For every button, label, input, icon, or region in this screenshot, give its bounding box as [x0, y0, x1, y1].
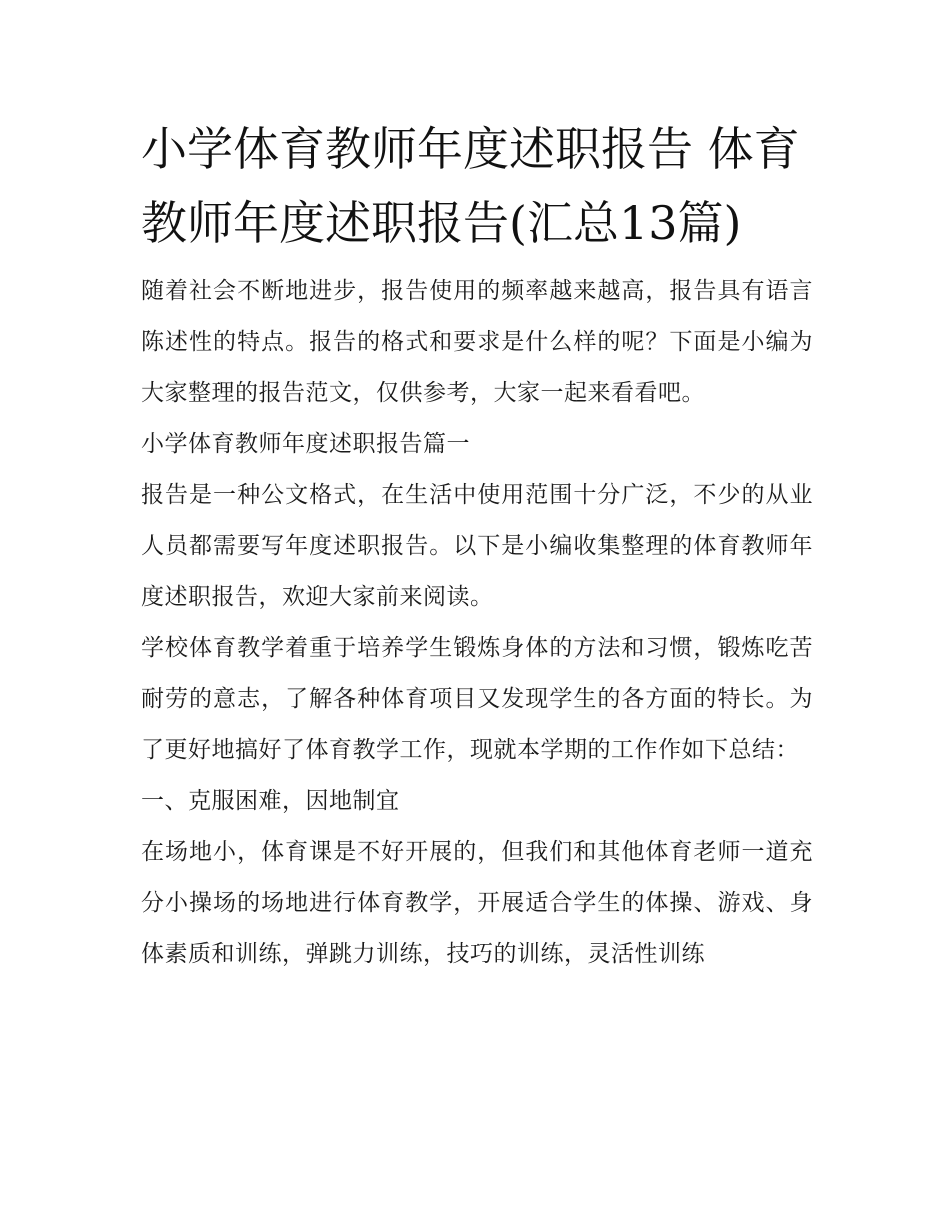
- body-paragraph: 在场地小，体育课是不好开展的，但我们和其他体育老师一道充分小操场的场地进行体育教学，开展适合学生的体操、游戏、身体素质和训练，弹跳力训练，技巧的训练，灵活性训练: [141, 839, 813, 967]
- intro-paragraph: 随着社会不断地进步，报告使用的频率越来越高，报告具有语言陈述性的特点。报告的格式和要求是什么样的呢？下面是小编为大家整理的报告范文，仅供参考，大家一起来看看吧。: [141, 278, 813, 406]
- document-title: 小学体育教师年度述职报告 体育教师年度述职报告(汇总13篇): [141, 122, 800, 250]
- body-paragraph: 学校体育教学着重于培养学生锻炼身体的方法和习惯，锻炼吃苦耐劳的意志，了解各种体育项目又发现学生的各方面的特长。为了更好地搞好了体育教学工作，现就本学期的工作作如下总结：: [141, 635, 813, 763]
- subsection-heading: 一、克服困难，因地制宜: [141, 788, 400, 814]
- section-heading-part-one: 小学体育教师年度述职报告篇一: [141, 431, 470, 457]
- body-paragraph: 报告是一种公文格式，在生活中使用范围十分广泛，不少的从业人员都需要写年度述职报告。以下是小编收集整理的体育教师年度述职报告，欢迎大家前来阅读。: [141, 482, 813, 610]
- document-body: [141, 112, 813, 980]
